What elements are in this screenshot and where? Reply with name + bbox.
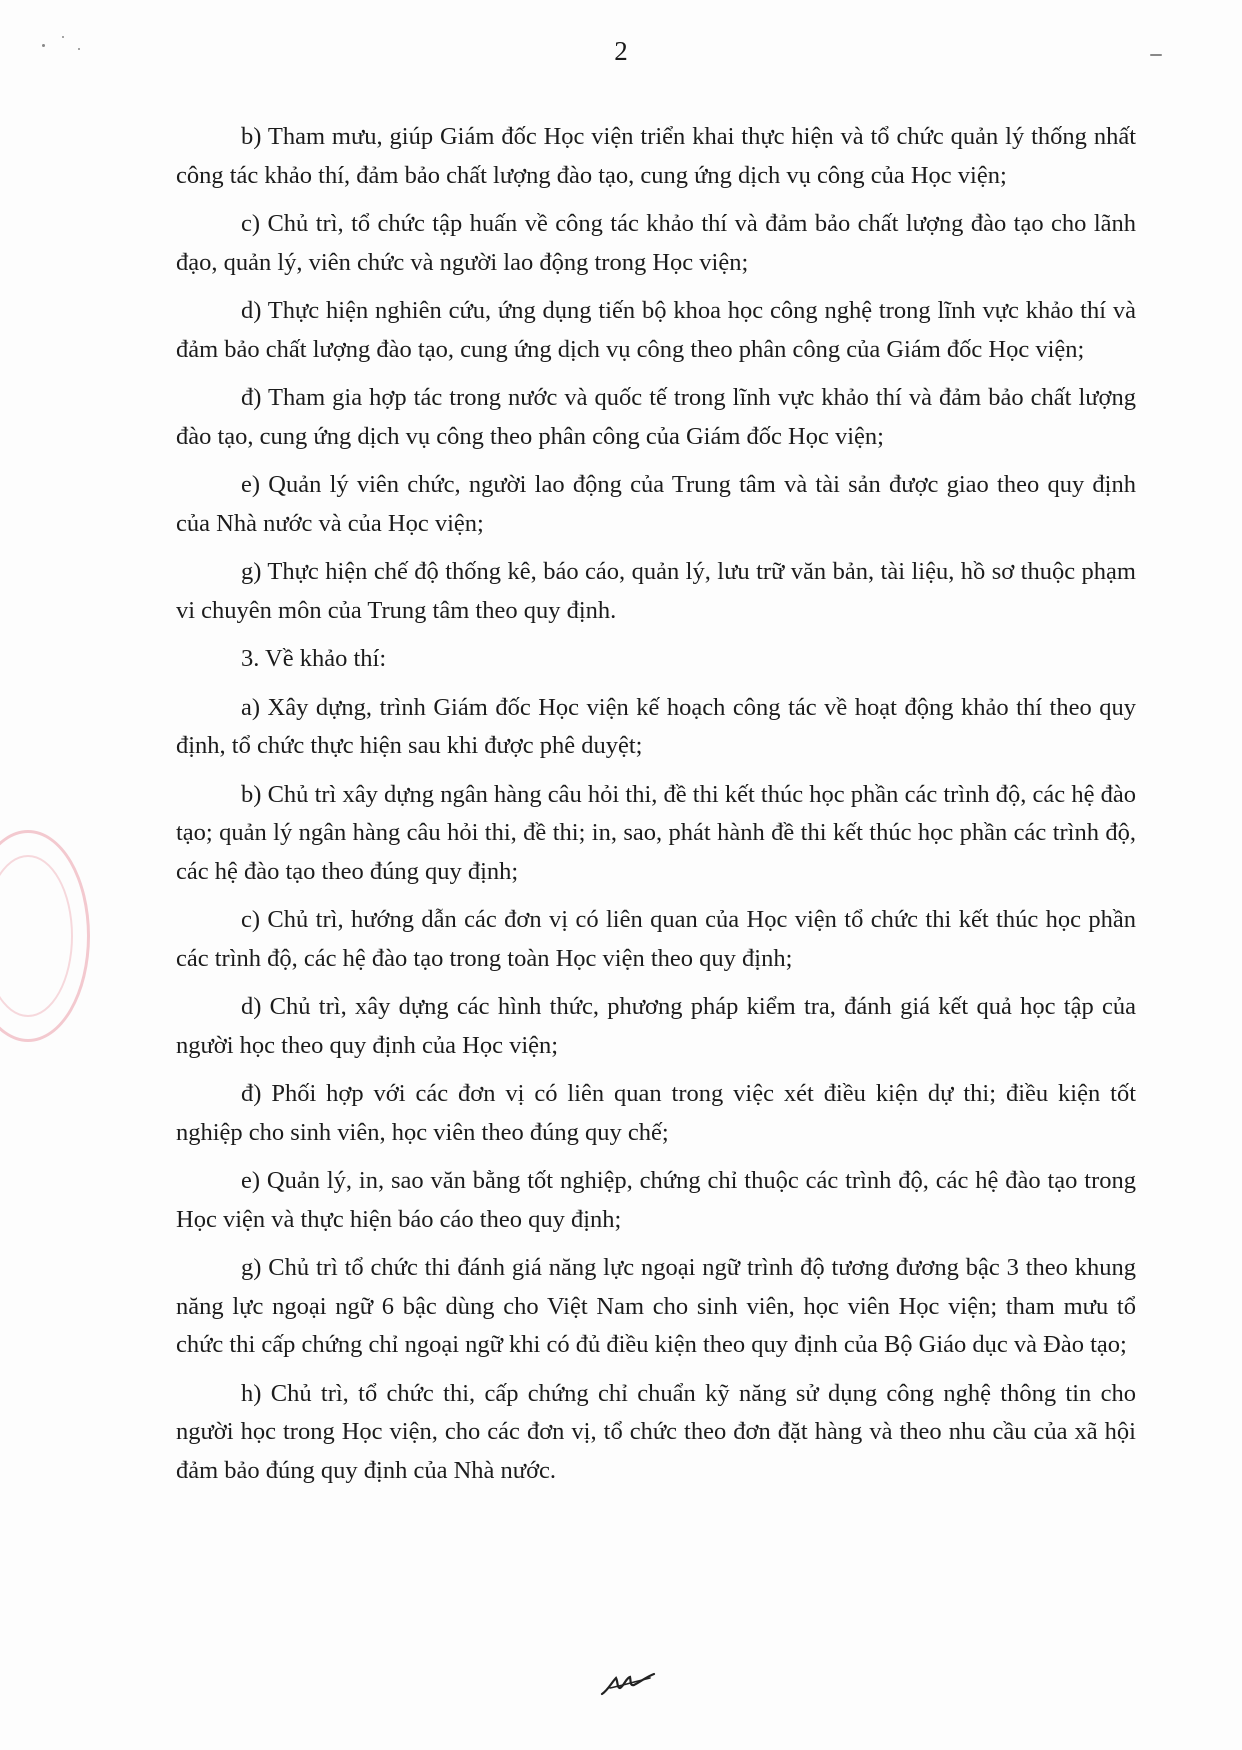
paragraph-2c: c) Chủ trì, tổ chức tập huấn về công tác khảo thí và đảm bảo chất lượng đào tạo cho lãnh đạo, quản lý, viên chức và người lao động trong Học viện; [176,210,1136,276]
page-number: 2 [614,36,628,66]
paragraph-3e: e) Quản lý, in, sao văn bằng tốt nghiệp, chứng chỉ thuộc các trình độ, các hệ đào tạo trong Học viện và thực hiện báo cáo theo quy định; [176,1167,1136,1233]
paragraph-2b: b) Tham mưu, giúp Giám đốc Học viện triển khai thực hiện và tổ chức quản lý thống nhất công tác khảo thí, đảm bảo chất lượng đào tạo, cung ứng dịch vụ công của Học viện; [176,123,1136,189]
paragraph-3b: b) Chủ trì xây dựng ngân hàng câu hỏi thi, đề thi kết thúc học phần các trình độ, các hệ đào tạo; quản lý ngân hàng câu hỏi thi, đề thi; in, sao, phát hành đề thi kết thúc học phần các trình độ, các hệ đào tạo theo đúng quy định; [176,780,1136,885]
document-body [176,118,1136,1500]
paragraph-2dd: đ) Tham gia hợp tác trong nước và quốc tế trong lĩnh vực khảo thí và đảm bảo chất lượng đào tạo, cung ứng dịch vụ công theo phân công của Giám đốc Học viện; [176,384,1136,450]
paragraph-3h: h) Chủ trì, tổ chức thi, cấp chứng chỉ chuẩn kỹ năng sử dụng công nghệ thông tin cho người học trong Học viện, cho các đơn vị, tổ chức theo đơn đặt hàng và theo nhu cầu của xã hội đảm bảo đúng quy định của Nhà nước. [176,1379,1136,1484]
handwritten-initial-icon [600,1668,656,1698]
section-3-heading: 3. Về khảo thí: [241,645,387,672]
paragraph-3dd: đ) Phối hợp với các đơn vị có liên quan trong việc xét điều kiện dự thi; điều kiện tốt nghiệp cho sinh viên, học viên theo đúng quy chế; [176,1080,1136,1146]
paragraph-3d: d) Chủ trì, xây dựng các hình thức, phương pháp kiểm tra, đánh giá kết quả học tập của người học theo quy định của Học viện; [176,993,1136,1059]
paragraph-3c: c) Chủ trì, hướng dẫn các đơn vị có liên quan của Học viện tổ chức thi kết thúc học phần các trình độ, các hệ đào tạo trong toàn Học viện theo quy định; [176,906,1136,972]
red-seal-stamp-icon [0,830,90,1042]
paragraph-2g: g) Thực hiện chế độ thống kê, báo cáo, quản lý, lưu trữ văn bản, tài liệu, hồ sơ thuộc phạm vi chuyên môn của Trung tâm theo quy định. [176,558,1136,624]
paragraph-3g: g) Chủ trì tổ chức thi đánh giá năng lực ngoại ngữ trình độ tương đương bậc 3 theo khung năng lực ngoại ngữ 6 bậc dùng cho Việt Nam cho sinh viên, học viên Học viện; tham mưu tổ chức thi cấp chứng chỉ ngoại ngữ khi có đủ điều kiện theo quy định của Bộ Giáo dục và Đào tạo; [176,1254,1136,1358]
paragraph-3a: a) Xây dựng, trình Giám đốc Học viện kế hoạch công tác về hoạt động khảo thí theo quy định, tổ chức thực hiện sau khi được phê duyệt; [176,693,1136,759]
paragraph-2e: e) Quản lý viên chức, người lao động của Trung tâm và tài sản được giao theo quy định của Nhà nước và của Học viện; [176,471,1136,537]
paragraph-2d: d) Thực hiện nghiên cứu, ứng dụng tiến bộ khoa học công nghệ trong lĩnh vực khảo thí và đảm bảo chất lượng đào tạo, cung ứng dịch vụ công theo phân công của Giám đốc Học viện; [176,297,1136,363]
